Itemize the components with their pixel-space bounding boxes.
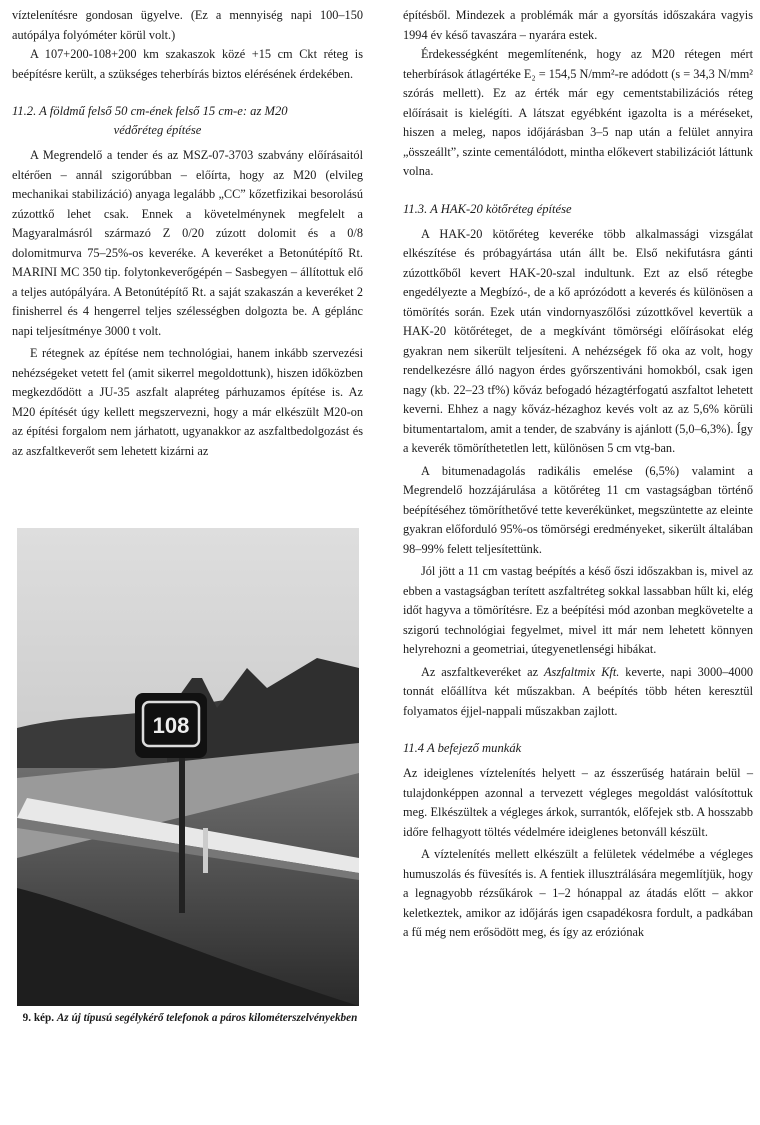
left-column	[12, 6, 363, 461]
figure-caption	[12, 1010, 368, 1026]
sign-post	[179, 753, 185, 913]
paragraph-megrendelo: A Megrendelő a tender és az MSZ-07-3703 szabvány előírásaitól eltérően – annál szigorúbban – előírta, hogy az M20 (elvileg mechanikai stabilizáció) anyaga legalább „CC” kőzetfizikai besorolású zúzottkő lehet csak. Ennek a követelménynek megfelelt a Magyaralmásról származó Z 0/20 zúzott dolomit és a 0/8 dolomitmurva 75–25%-os keveréke. A keveréket a Betonútépítő Rt. MARINI MC 350 tip. folytonkeverőgépén – Sasbegyen – állítottuk elő a teljes autópályára. A Betonútépítő Rt. a saját szakaszán a keveréket 2 finisherrel és 4 hengerrel teljes szélességben dolgozta be. A géplánc napi teljesítménye 3000 t volt.	[12, 148, 363, 338]
heading-11-2-line2: védőréteg építése	[113, 123, 202, 137]
heading-11-4: 11.4 A befejező munkák	[403, 741, 522, 755]
sign-number: 108	[152, 713, 190, 738]
caption-text: Az új típusú segélykérő telefonok a páros kilométerszelvényekben	[56, 1012, 358, 1024]
heading-11-3: 11.3. A HAK-20 kötőréteg építése	[403, 201, 572, 216]
paragraph-hak20: A HAK-20 kötőréteg keveréke több alkalmassági vizsgálat elkészítése és próbagyártása után állt be. Első nekifutásra gánti zúzottkőből kevert HAK-20-szal indultunk. Ezt az első rétegbe engedélyezte a Megbízó-, de a kő aprózódott a keverés és különösen a tömörítés során. Ezek után vindornyaszőlősi zúzottkővel kevertük a HAK-20 kötőréteget, de a megkívánt tömörségi előírásokat elég gyakran nem sikerült teljesíteni. A nehézségek fő oka az volt, hogy rendelkezésre álló nagyon érdes győrszentiváni homokból, csak igen nagy (kb. 22–23 tf%) kőváz befogadó hézagtérfogatú aszfaltot lehetett keverni. Ehhez a nagy kőváz-hézaghoz kevés volt az az 5,6% körüli bitumentartalom, amit a tender, de szabvány is ajánlott (5,0–6,3%). Így a keverék tömöríthetetlen lett, különösen 5 cm vtg-ban.	[403, 226, 753, 455]
aszfaltmix-post: keverte, napi 3000–4000 tonnát előállítva két műszakban. A beépítés több héten keresztül folyamatos éjjel-nappali műszakban zajlott.	[403, 664, 753, 718]
paragraph-bitumen: A bitumenadagolás radikális emelése (6,5%) valamint a Megrendelő hozzájárulása a kötőréteg 11 cm vastagságban történő beépítéséhez tömöríthetővé tette keverékünket, megszüntette az eleinte gyakran előforduló 95%-os tömörségi eredményeket, sikerült általában 98–99% felett teljesítettünk.	[403, 463, 753, 556]
photo-highway-sign	[17, 528, 359, 1006]
paragraph-gyorsitas: építésből. Mindezek a problémák már a gyorsítás időszakára vagyis 1994 év késő tavaszára – nyarára estek.	[403, 8, 753, 42]
paragraph-reteg-organization: E rétegnek az építése nem technológiai, hanem inkább szervezési nehézségeket vetett fel (amit sikerrel megoldottunk), hiszen időközben megkezdődött a JU-35 aszfalt alapréteg párhuzamos építése is. Az M20 építését úgy kellett megszervezni, hogy a már elkészült M20-on az építési forgalom nem járhatott, ugyanakkor az aszfaltbedolgozást és az aszfaltkeverőt sem lehetett kizárni az	[12, 346, 363, 458]
paragraph-erdekesseg: Érdekességként megemlítenénk, hogy az M20 rétegen mért teherbírások átlagértéke E₂ = 154,5 N/mm²-re adódott (s = 34,3 N/mm² szórás mellett). Ez az érték már egy cementstabilizációs réteg előírásait is kielégíti. A látszat egyébként igazolta is a méréseket, hiszen a meleg, napos időjárásban 3–5 nap után a felület annyira „összeállt”, szinte cementálódott, mintha előkevert stabilizációt láttunk volna.	[403, 47, 753, 178]
paragraph-late-autumn: Jól jött a 11 cm vastag beépítés a késő őszi időszakban is, mivel az ebben a vastagságban terített aszfaltréteg sokkal lassabban hűlt ki, elég időt hagyva a tömörítésre. Ez a beépítési mód azonban megkövetelte a szigorú technológiai fegyelmet, mivel itt már nem lehetett könnyen helyrehozni a geometriai, útegyenetlenségi hibákat.	[403, 564, 753, 656]
right-column	[403, 6, 753, 943]
aszfaltmix-pre: Az aszfaltkeveréket az	[421, 664, 545, 679]
paragraph-ideiglenes: Az ideiglenes víztelenítés helyett – az ésszerűség határain belül – tulajdonképpen azonnal a tervezett végleges megoldást valósítottuk meg. Elkészültek a végleges árkok, surrantók, előfejek stb. A hosszabb időre felhagyott töltés védelmére ideiglenes betonváll készült.	[403, 766, 753, 839]
paragraph-viztelenites: A víztelenítés mellett elkészült a felületek védelmébe a végleges humuszolás és füvesítés is. A fentiek illusztrálására megemlítjük, hogy a legnagyobb rézsűkárok – 1–2 hónappal az átadás előtt – akkor keletkeztek, amikor az időjárás igen csapadékosra fordult, a padkában a fű még nem erősödött meg, és így az eróziónak	[403, 847, 753, 939]
caption-number: 9. kép.	[22, 1012, 55, 1024]
telephone-post	[203, 828, 208, 873]
paragraph-ckt-layer: A 107+200-108+200 km szakaszok közé +15 cm Ckt réteg is beépítésre került, a szükséges teherbírás biztos elérésének érdekében.	[12, 47, 363, 81]
heading-11-2	[12, 102, 363, 140]
photo-illustration	[17, 528, 359, 1006]
aszfaltmix-firm: Aszfaltmix Kft.	[544, 664, 620, 679]
paragraph-drainage-volume: víztelenítésre gondosan ügyelve. (Ez a mennyiség napi 100–150 autópálya folyóméter körül volt.)	[12, 8, 363, 42]
paragraph-aszfaltmix	[403, 663, 753, 722]
heading-11-2-line1: 11.2. A földmű felső 50 cm-ének felső 15 cm-e: az M20	[12, 104, 288, 118]
